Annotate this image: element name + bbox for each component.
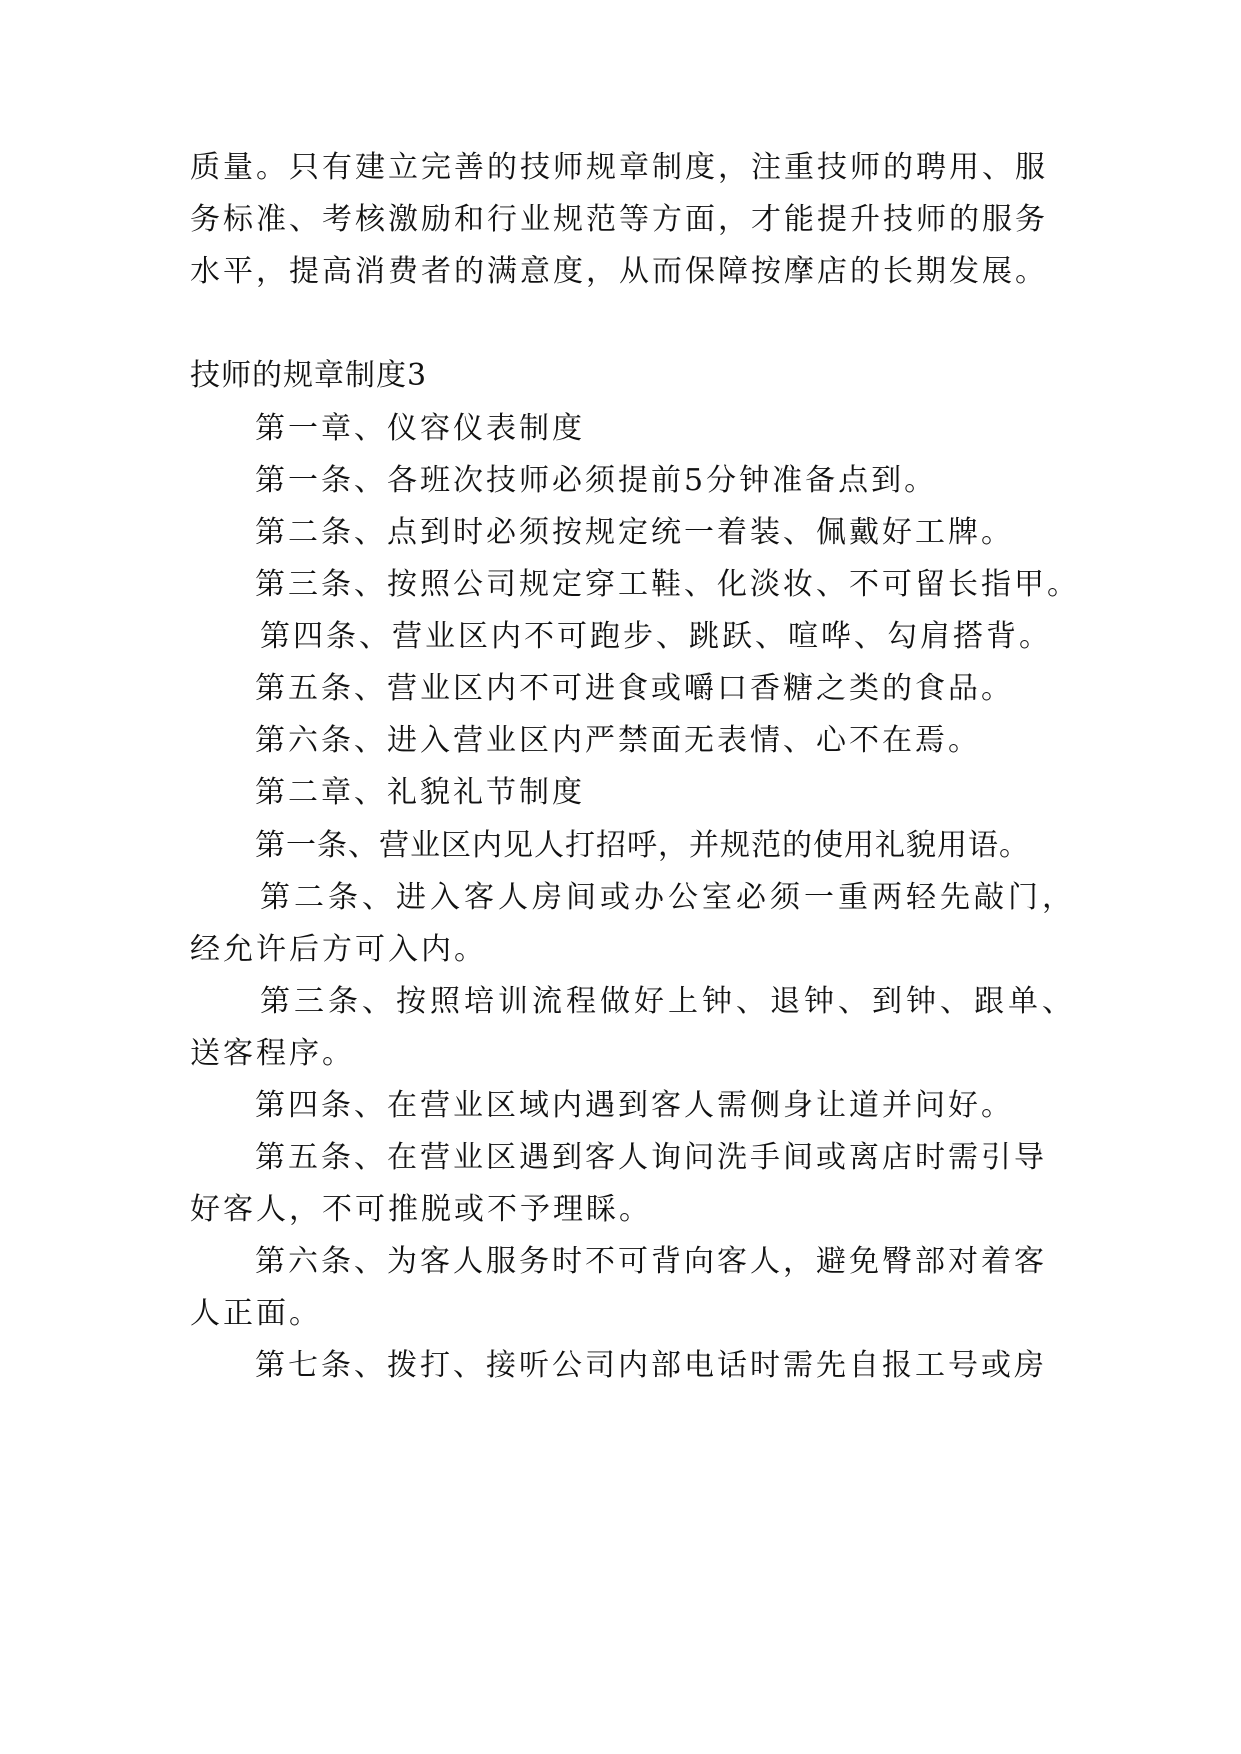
rule-item: 第三条、按照公司规定穿工鞋、化淡妆、不可留长指甲。	[255, 567, 1080, 602]
rule-item: 第二条、进入客人房间或办公室必须一重两轻先敲门，	[260, 880, 1076, 915]
paragraph-line: 务标准、考核激励和行业规范等方面，才能提升技师的服务	[190, 202, 1048, 237]
rule-item: 第七条、拨打、接听公司内部电话时需先自报工号或房	[255, 1348, 1047, 1383]
rule-item-continuation: 人正面。	[190, 1296, 322, 1331]
rule-item-continuation: 送客程序。	[190, 1036, 355, 1071]
chapter-title: 第二章、礼貌礼节制度	[255, 775, 585, 810]
rule-item: 第一条、营业区内见人打招呼，并规范的使用礼貌用语。	[255, 828, 1030, 863]
chapter-title: 第一章、仪容仪表制度	[255, 411, 585, 446]
rule-item: 第六条、进入营业区内严禁面无表情、心不在焉。	[255, 723, 981, 758]
rule-item: 第三条、按照培训流程做好上钟、退钟、到钟、跟单、	[260, 984, 1076, 1019]
rule-item: 第六条、为客人服务时不可背向客人，避免臀部对着客	[255, 1244, 1047, 1279]
rule-item-continuation: 经允许后方可入内。	[190, 932, 487, 967]
rule-item: 第二条、点到时必须按规定统一着装、佩戴好工牌。	[255, 515, 1014, 550]
rule-item-continuation: 好客人，不可推脱或不予理睬。	[190, 1192, 652, 1227]
rule-item: 第五条、营业区内不可进食或嚼口香糖之类的食品。	[255, 671, 1014, 706]
section-title: 技师的规章制度3	[190, 358, 428, 393]
rule-item: 第一条、各班次技师必须提前5分钟准备点到。	[255, 463, 938, 498]
rule-item: 第四条、营业区内不可跑步、跳跃、喧哗、勾肩搭背。	[260, 619, 1052, 654]
rule-item: 第四条、在营业区域内遇到客人需侧身让道并问好。	[255, 1088, 1014, 1123]
rule-item: 第五条、在营业区遇到客人询问洗手间或离店时需引导	[255, 1140, 1047, 1175]
paragraph-line: 水平，提高消费者的满意度，从而保障按摩店的长期发展。	[190, 254, 1048, 289]
paragraph-line: 质量。只有建立完善的技师规章制度，注重技师的聘用、服	[190, 150, 1048, 185]
